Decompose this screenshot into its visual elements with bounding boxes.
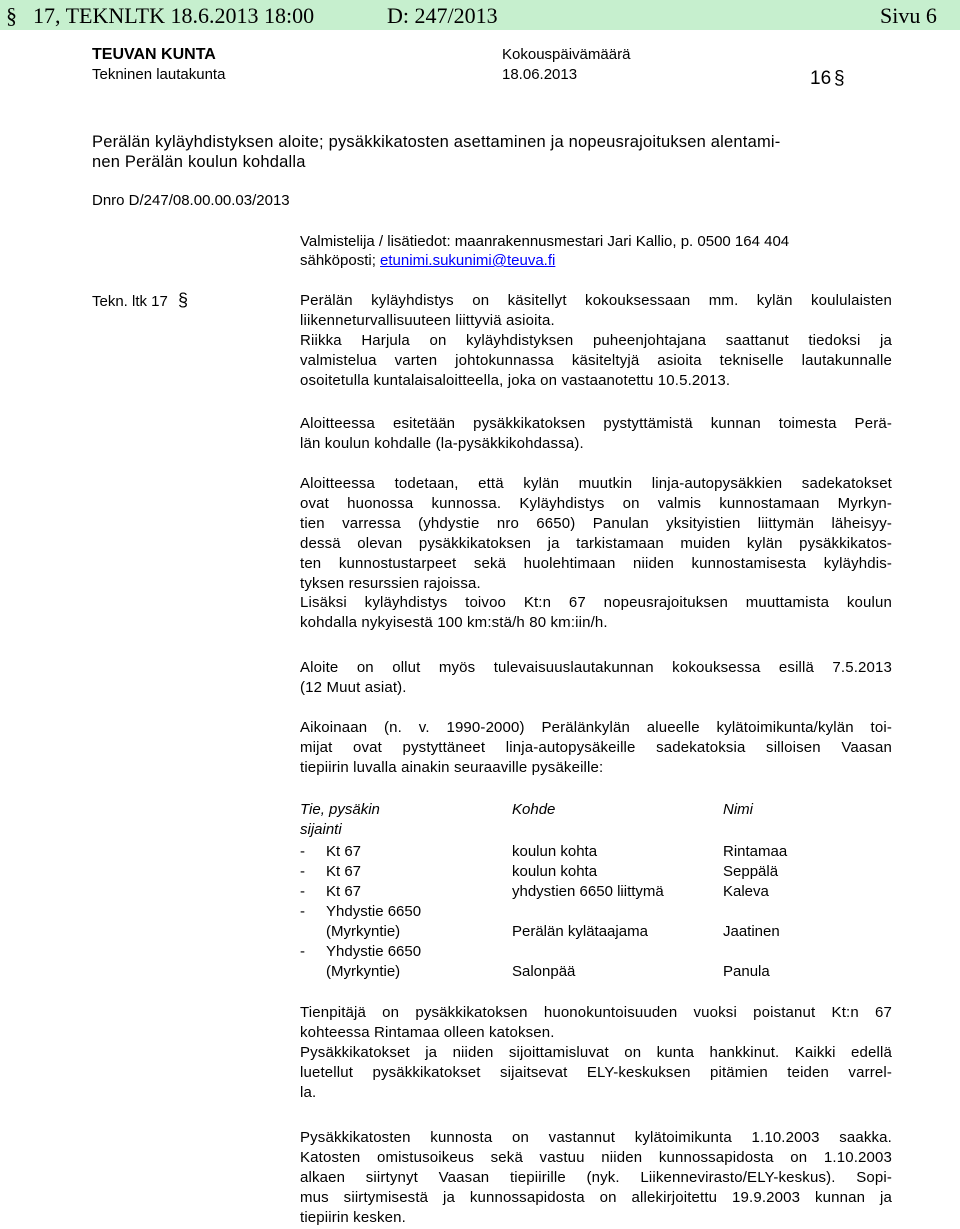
row-name: Jaatinen: [723, 923, 780, 940]
row-road: Yhdystie 6650: [326, 943, 422, 960]
table-header-location: Tie, pysäkin: [300, 801, 380, 818]
row-road: Yhdystie 6650: [326, 903, 422, 920]
row-road-cont: (Myrkyntie): [326, 923, 401, 940]
row-target: Perälän kylätaajama: [512, 923, 648, 940]
text-line: tien varressa (yhdystie nro 6650) Panulan yksityistien liittymän läheisyy-: [300, 514, 892, 532]
item-reference: 17, TEKNLTK 18.6.2013 18:00: [33, 3, 315, 28]
committee-reference-text: Tekn. ltk 17: [92, 293, 168, 310]
text-line: Lisäksi kyläyhdistys toivoo Kt:n 67 nopeusrajoituksen muuttamista koulun: [300, 594, 892, 612]
text-line: Aloite on ollut myös tulevaisuuslautakunnan kokouksessa esillä 7.5.2013: [300, 659, 892, 676]
page-number: Sivu 6: [880, 3, 937, 28]
text-line: liikenneturvallisuuteen liittyviä asioita.: [300, 311, 555, 329]
row-name: Rintamaa: [723, 843, 788, 860]
section-sign-icon: §: [834, 68, 845, 89]
text-line: osoitetulla kuntalaisaloitteella, joka on vastaanotettu 10.5.2013.: [300, 371, 731, 389]
row-target: yhdystien 6650 liittymä: [512, 883, 664, 900]
board-name: Tekninen lautakunta: [92, 66, 226, 83]
row-road: Kt 67: [326, 883, 362, 900]
document-info-bar: [0, 0, 960, 30]
preparer-info: Valmistelija / lisätiedot: maanrakennusmestari Jari Kallio, p. 0500 164 404: [300, 233, 790, 250]
text-line: Aikoinaan (n. v. 1990-2000) Perälänkylän alueelle kylätoimikunta/kylän toi-: [300, 719, 892, 736]
text-line: la.: [300, 1083, 317, 1101]
text-line: Pysäkkikatokset ja niiden sijoittamisluvat on kunta hankkinut. Kaikki edellä: [300, 1043, 892, 1061]
row-target: koulun kohta: [512, 863, 598, 880]
paragraph: [300, 1128, 892, 1228]
paragraph: [300, 658, 892, 698]
text-line: tyksen resurssien rajoissa.: [300, 574, 481, 592]
row-dash: -: [300, 903, 305, 920]
committee-reference: [92, 291, 188, 311]
row-target: koulun kohta: [512, 843, 598, 860]
section-number: 16: [810, 68, 832, 89]
text-line: alkaen siirtynyt Vaasan tiepiirille (nyk. Liikennevirasto/ELY-keskus). Sopi-: [300, 1168, 892, 1186]
row-target: Salonpää: [512, 963, 576, 980]
diary-number: D: 247/2013: [387, 3, 498, 28]
text-line: Perälän kyläyhdistys on käsitellyt kokouksessaan mm. kylän koululaisten: [300, 292, 892, 309]
paragraph: [300, 291, 892, 391]
table-header-target: Kohde: [512, 801, 556, 818]
record-number: Dnro D/247/08.00.00.03/2013: [92, 192, 290, 209]
meeting-date: 18.06.2013: [502, 66, 578, 83]
row-road: Kt 67: [326, 843, 362, 860]
meeting-date-label: Kokouspäivämäärä: [502, 46, 631, 63]
row-name: Seppälä: [723, 863, 779, 880]
text-line: ten kunnostustarpeet sekä huolehtimaan niiden kunnostamisesta kyläyhdis-: [300, 554, 892, 572]
email-link[interactable]: etunimi.sukunimi@teuva.fi: [380, 252, 556, 269]
text-line: Katosten omistusoikeus sekä vastuu niiden kunnossapidosta on 1.10.2003: [300, 1148, 892, 1166]
row-dash: -: [300, 943, 305, 960]
text-line: kohteessa Rintamaa olleen katoksen.: [300, 1023, 555, 1041]
text-line: luetellut pysäkkikatokset sijaitsevat ELY-keskuksen pitämien teiden varrel-: [300, 1063, 892, 1081]
section-sign-icon: §: [6, 3, 17, 28]
table-header-location-cont: sijainti: [300, 821, 342, 838]
title-line: Perälän kyläyhdistyksen aloite; pysäkkikatosten asettaminen ja nopeusrajoituksen alentami-: [92, 133, 781, 151]
paragraph: [300, 718, 892, 778]
text-line: Tienpitäjä on pysäkkikatoksen huonokuntoisuuden vuoksi poistanut Kt:n 67: [300, 1004, 892, 1021]
text-line: kohdalla nykyisestä 100 km:stä/h 80 km:iin/h.: [300, 614, 608, 632]
text-line: tiepiirin luvalla ainakin seuraaville pysäkeille:: [300, 758, 604, 776]
text-line: län koulun kohdalle (la-pysäkkikohdassa).: [300, 434, 584, 452]
text-line: valmistelua varten johtokunnassa käsiteltyjä asioita tekniselle lautakunnalle: [300, 351, 892, 369]
text-line: Riikka Harjula on kyläyhdistyksen puheenjohtajana saattanut tiedoksi ja: [300, 331, 892, 349]
row-dash: -: [300, 843, 305, 860]
text-line: Aloitteessa esitetään pysäkkikatoksen pystyttämistä kunnan toimesta Perä-: [300, 415, 892, 432]
text-line: tiepiirin kesken.: [300, 1208, 406, 1226]
paragraph: [300, 474, 892, 633]
preparer-email-line: [300, 251, 555, 270]
section-sign-icon: §: [178, 290, 189, 310]
text-line: Aloitteessa todetaan, että kylän muutkin linja-autopysäkkien sadekatokset: [300, 475, 892, 492]
organization-name: TEUVAN KUNTA: [92, 46, 216, 63]
row-road-cont: (Myrkyntie): [326, 963, 401, 980]
email-label: sähköposti;: [300, 252, 381, 269]
row-road: Kt 67: [326, 863, 362, 880]
row-name: Kaleva: [723, 883, 769, 900]
row-name: Panula: [723, 963, 770, 980]
text-line: mus siirtymisestä ja kunnossapidosta on allekirjoitettu 19.9.2003 kunnan ja: [300, 1188, 892, 1206]
text-line: dessä olevan pysäkkikatoksen ja tarkistamaan muiden kylän pysäkkikatos-: [300, 534, 892, 552]
item-title: [92, 132, 892, 172]
paragraph: [300, 414, 892, 454]
text-line: ovat huonossa kunnossa. Kyläyhdistys on valmis kunnostamaan Myrkyn-: [300, 494, 892, 512]
paragraph: [300, 1003, 892, 1103]
row-dash: -: [300, 863, 305, 880]
text-line: (12 Muut asiat).: [300, 678, 407, 696]
bus-stop-table: [300, 800, 892, 990]
text-line: Pysäkkikatosten kunnosta on vastannut kylätoimikunta 1.10.2003 saakka.: [300, 1129, 892, 1146]
text-line: mijat ovat pystyttäneet linja-autopysäkeille sadekatoksia silloisen Vaasan: [300, 738, 892, 756]
row-dash: -: [300, 883, 305, 900]
table-header-name: Nimi: [723, 801, 753, 818]
title-line: nen Perälän koulun kohdalla: [92, 153, 306, 171]
